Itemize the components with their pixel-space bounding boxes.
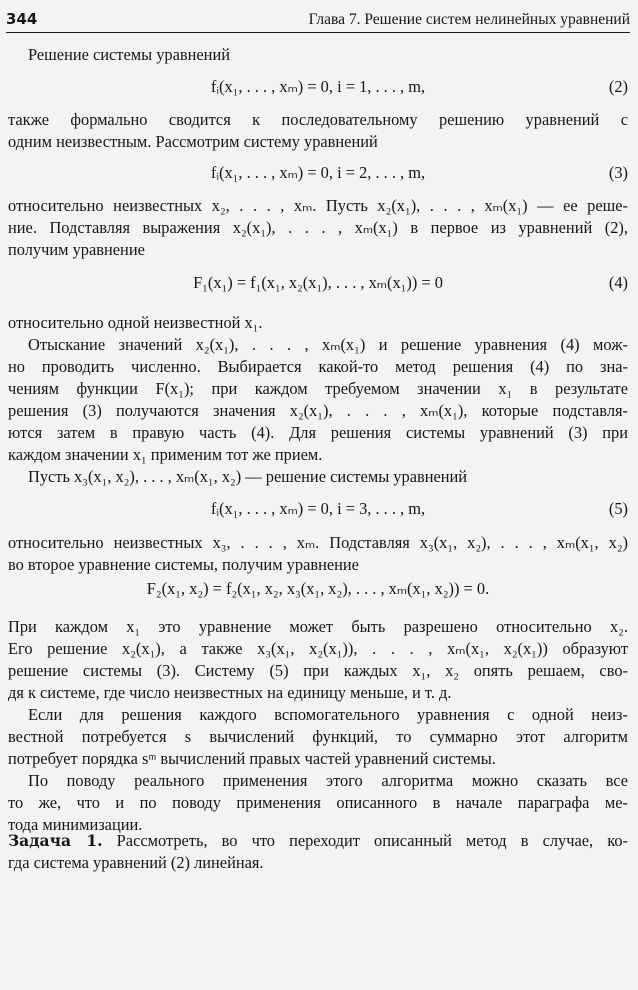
equation-2 bbox=[8, 76, 628, 98]
equation-4-number: (4) bbox=[608, 273, 628, 292]
text-line: Его решение x₂(x₁), а также x₃(x₁, x₂(x₁)), . . . , xₘ(x₁, x₂(x₁)) образуют bbox=[8, 638, 628, 658]
text-line: вестной потребуется s вычислений функций, то суммарно этот алгоритм bbox=[8, 726, 628, 746]
text-line: также формально сводится к последовательному решению уравнений с bbox=[8, 110, 628, 129]
text-line: одним неизвестным. Рассмотрим систему уравнений bbox=[8, 131, 378, 151]
text-line: получим уравнение bbox=[8, 239, 145, 259]
text-line: ние. Подставляя выражения x₂(x₁), . . . , xₘ(x₁) в первое из уравнений (2), bbox=[8, 217, 628, 237]
equation-3-number: (3) bbox=[608, 163, 628, 182]
paragraph-application bbox=[8, 770, 628, 836]
equation-5 bbox=[8, 498, 628, 520]
equation-2-formula: fᵢ(x₁, . . . , xₘ) = 0, i = 1, . . . , m, bbox=[210, 77, 426, 96]
text-line: решение системы (3). Систему (5) при каждых x₁, x₂ опять решаем, сво- bbox=[8, 660, 628, 680]
text-line: Если для решения каждого вспомогательного уравнения с одной неиз- bbox=[28, 705, 628, 724]
task-label: Задача 1. bbox=[8, 831, 103, 850]
chapter-title: Глава 7. Решение систем нелинейных уравнений bbox=[308, 11, 630, 28]
paragraph-let: Пусть x₃(x₁, x₂), . . . , xₘ(x₁, x₂) — решение системы уравнений bbox=[28, 467, 468, 486]
text-line: Задача 1. Рассмотреть, во что переходит описанный метод в случае, ко- bbox=[8, 831, 628, 850]
text-line: дя к системе, где число неизвестных на единицу меньше, и т. д. bbox=[8, 682, 452, 702]
paragraph-complexity bbox=[8, 704, 628, 770]
equation-3-formula: fᵢ(x₁, . . . , xₘ) = 0, i = 2, . . . , m, bbox=[210, 163, 426, 182]
text-line: Отыскание значений x₂(x₁), . . . , xₘ(x₁) и решение уравнения (4) мож- bbox=[28, 335, 628, 354]
paragraph-numerical bbox=[8, 334, 628, 465]
equation-4 bbox=[8, 272, 628, 294]
text-line: то же, что и по поводу применения описанного в начале параграфа ме- bbox=[8, 792, 628, 812]
equation-5-number: (5) bbox=[608, 499, 628, 518]
equation-5-formula: fᵢ(x₁, . . . , xₘ) = 0, i = 3, . . . , m, bbox=[210, 499, 426, 518]
text-line: чениям функции F(x₁); при каждом требуемом значении x₁ в результате bbox=[8, 378, 628, 398]
text-line: тода минимизации. bbox=[8, 814, 143, 834]
paragraph-one-unknown: относительно одной неизвестной x₁. bbox=[8, 313, 263, 332]
equation-6-formula: F₂(x₁, x₂) = f₂(x₁, x₂, x₃(x₁, x₂), . . . , xₘ(x₁, x₂)) = 0. bbox=[146, 579, 490, 598]
text-line: во второе уравнение системы, получим уравнение bbox=[8, 554, 359, 574]
running-header bbox=[6, 8, 630, 33]
text-line: относительно неизвестных x₂, . . . , xₘ. Пусть x₂(x₁), . . . , xₘ(x₁) — ее реше- bbox=[8, 196, 628, 215]
paragraph-second bbox=[8, 532, 628, 576]
text-line: относительно неизвестных x₃, . . . , xₘ. Подставляя x₃(x₁, x₂), . . . , xₘ(x₁, x₂) bbox=[8, 533, 628, 552]
equation-2-number: (2) bbox=[608, 77, 628, 96]
paragraph-substitution bbox=[8, 195, 628, 261]
text-line: потребует порядка sᵐ вычислений правых частей уравнений системы. bbox=[8, 748, 496, 768]
text-line: По поводу реального применения этого алгоритма можно сказать все bbox=[28, 771, 628, 790]
page-number: 344 bbox=[6, 10, 38, 28]
text-line: каждом значении x₁ применим тот же прием. bbox=[8, 444, 323, 464]
paragraph-reduction bbox=[8, 109, 628, 153]
text-line: решения (3) получаются значения x₂(x₁), . . . , xₘ(x₁), которые подставля- bbox=[8, 400, 628, 420]
equation-6 bbox=[8, 578, 628, 600]
equation-3 bbox=[8, 162, 628, 184]
text-line: При каждом x₁ это уравнение может быть разрешено относительно x₂. bbox=[8, 617, 628, 636]
task-1 bbox=[8, 830, 628, 874]
paragraph-intro: Решение системы уравнений bbox=[28, 45, 230, 64]
paragraph-solve-x2 bbox=[8, 616, 628, 704]
text-line: гда система уравнений (2) линейная. bbox=[8, 852, 264, 872]
text-line: но проводить численно. Выбирается какой-то метод решения (4) по зна- bbox=[8, 356, 628, 376]
text-line: ются затем в правую часть (4). Для решения системы уравнений (3) при bbox=[8, 422, 628, 442]
equation-4-formula: F₁(x₁) = f₁(x₁, x₂(x₁), . . . , xₘ(x₁)) = 0 bbox=[193, 273, 443, 292]
